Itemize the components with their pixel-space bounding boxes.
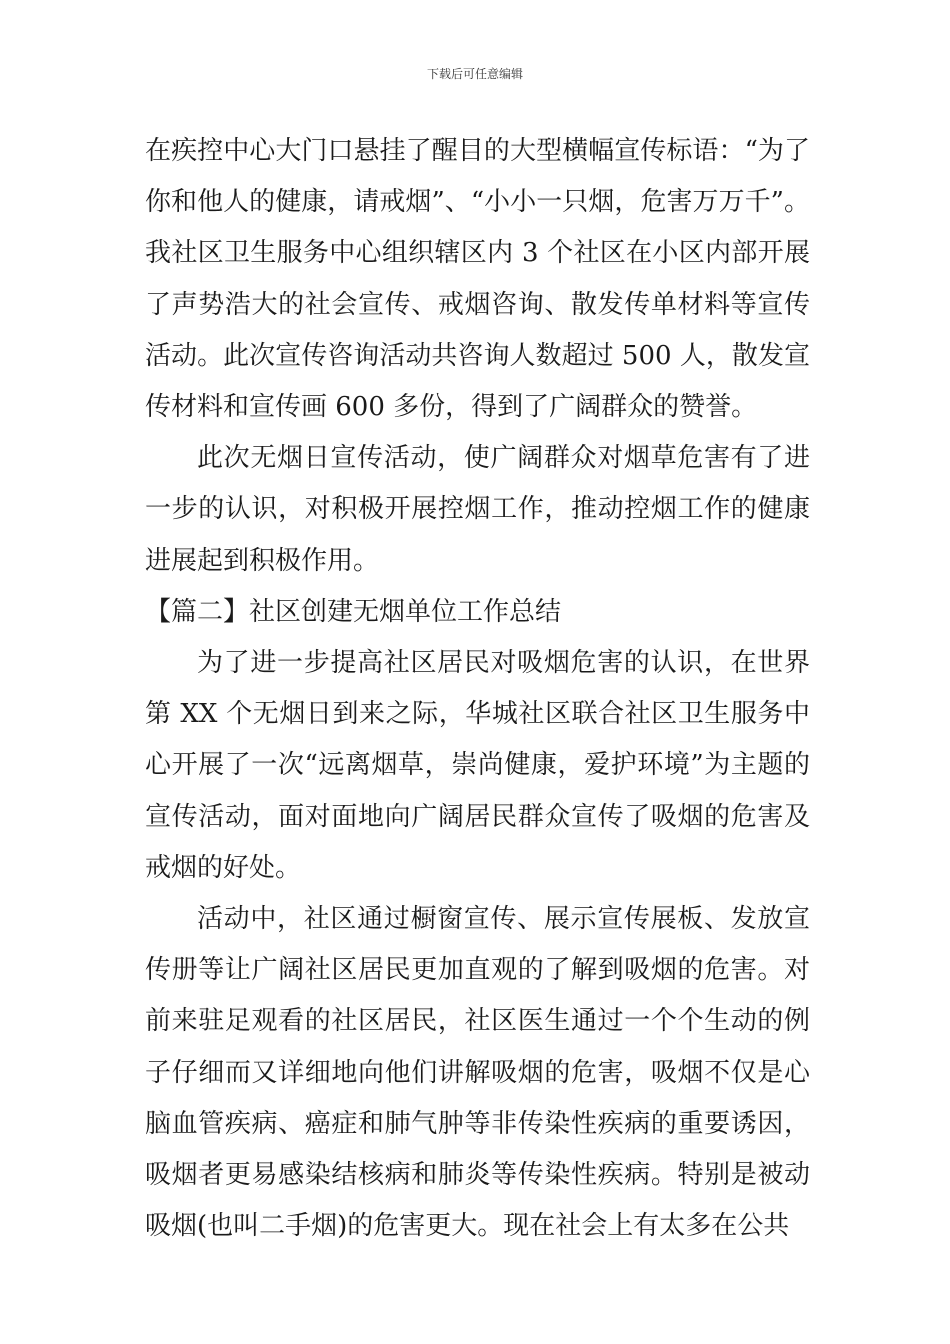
document-body (145, 126, 810, 1252)
section-title: 【篇二】社区创建无烟单位工作总结 (145, 596, 562, 627)
paragraph-3: 为了进一步提高社区居民对吸烟危害的认识，在世界第 XX 个无烟日到来之际，华城社区联合社区卫生服务中心开展了一次“远离烟草，崇尚健康，爱护环境”为主题的宣传活动，面对面地向广阔居民群众宣传了吸烟的危害及戒烟的好处。 (145, 648, 810, 883)
paragraph-2: 此次无烟日宣传活动，使广阔群众对烟草危害有了进一步的认识，对积极开展控烟工作，推动控烟工作的健康进展起到积极作用。 (145, 443, 810, 576)
paragraph-1: 在疾控中心大门口悬挂了醒目的大型横幅宣传标语：“为了你和他人的健康，请戒烟”、“小小一只烟，危害万万千”。我社区卫生服务中心组织辖区内 3 个社区在小区内部开展了声势浩大的社会宣传、戒烟咨询、散发传单材料等宣传活动。此次宣传咨询活动共咨询人数超过 500 人，散发宣传材料和宣传画 600 多份，得到了广阔群众的赞誉。 (145, 136, 810, 423)
paragraph-4: 活动中，社区通过橱窗宣传、展示宣传展板、发放宣传册等让广阔社区居民更加直观的了解到吸烟的危害。对前来驻足观看的社区居民，社区医生通过一个个生动的例子仔细而又详细地向他们讲解吸烟的危害，吸烟不仅是心脑血管疾病、癌症和肺气肿等非传染性疾病的重要诱因，吸烟者更易感染结核病和肺炎等传染性疾病。特别是被动吸烟(也叫二手烟)的危害更大。现在社会上有太多在公共 (145, 904, 810, 1242)
page-header: 下载后可任意编辑 (426, 67, 523, 81)
